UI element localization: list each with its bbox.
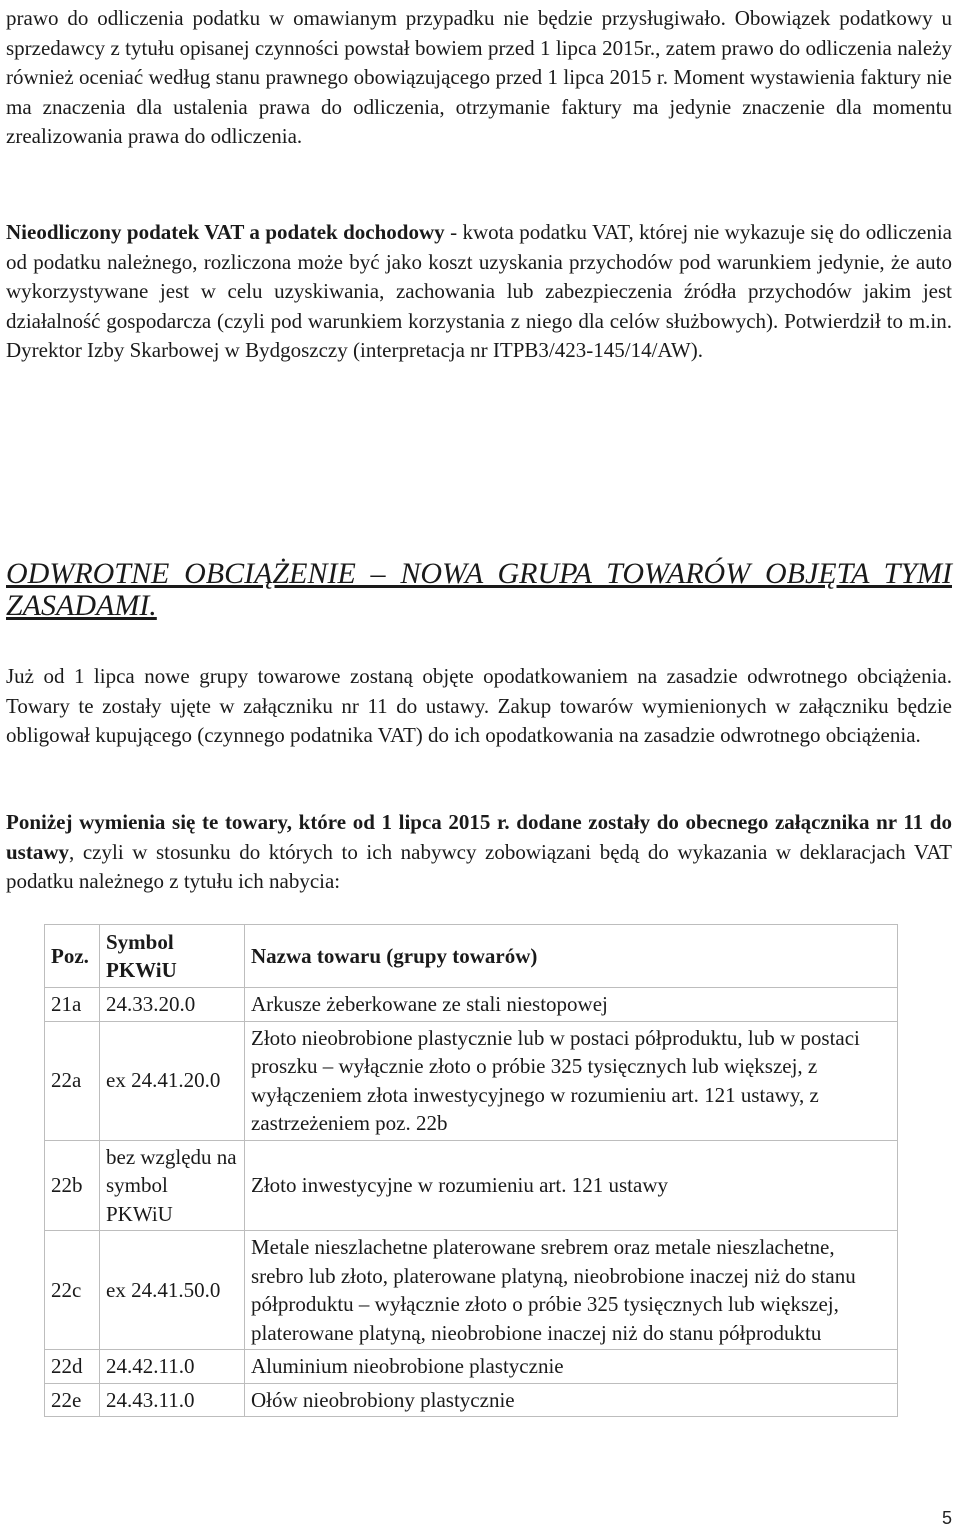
cell-name: Aluminium nieobrobione plastycznie: [245, 1350, 898, 1384]
table-row: [45, 1021, 898, 1140]
cell-name: Arkusze żeberkowane ze stali niestopowej: [245, 988, 898, 1022]
paragraph-lead-bold: Poniżej wymienia się te towary, które od 1 lipca 2015 r. dodane zostały do obecnego załącznika nr 11 do ustawy: [6, 810, 952, 864]
cell-poz: 21a: [45, 988, 100, 1022]
cell-symbol: ex 24.41.50.0: [100, 1231, 245, 1350]
section-heading: ODWROTNE OBCIĄŻENIE – NOWA GRUPA TOWARÓW OBJĘTA TYMI ZASADAMI.: [6, 557, 952, 622]
paragraph-reverse-charge: Już od 1 lipca nowe grupy towarowe zostaną objęte opodatkowaniem na zasadzie odwrotnego obciążenia. Towary te zostały ujęte w załączniku nr 11 do ustawy. Zakup towarów wymienionych w załączniku będzie obligował kupującego (czynnego podatnika VAT) do ich opodatkowania na zasadzie odwrotnego obciążenia.: [6, 664, 952, 747]
cell-poz: 22c: [45, 1231, 100, 1350]
table-row: [45, 1231, 898, 1350]
cell-name: Złoto nieobrobione plastycznie lub w postaci półproduktu, lub w postaci proszku – wyłącznie złoto o próbie 325 tysięcznych lub większej, z wyłączeniem złota inwestycyjnego w rozumieniu art. 121 ustawy, z zastrzeżeniem poz. 22b: [245, 1021, 898, 1140]
header-poz: Poz.: [45, 925, 100, 988]
header-symbol: Symbol PKWiU: [100, 925, 245, 988]
paragraph-body: - kwota podatku VAT, której nie wykazuje się do odliczenia od podatku należnego, rozliczona może być jako koszt uzyskania przychodów pod warunkiem jedynie, że auto wykorzystywane jest w celu uzyskiwania, zachowania lub zabezpieczenia źródła przychodów jakim jest działalność gospodarcza (czyli pod warunkiem korzystania z niego dla celów służbowych). Potwierdził to m.in. Dyrektor Izby Skarbowej w Bydgoszczy (interpretacja nr ITPB3/423-145/14/AW).: [6, 220, 953, 362]
paragraph-vat-income-tax: [6, 218, 952, 366]
cell-name: Ołów nieobrobiony plastycznie: [245, 1383, 898, 1417]
paragraph-body: , czyli w stosunku do których to ich nabywcy zobowiązani będą do wykazania w deklaracjach VAT podatku należnego z tytułu ich nabycia:: [6, 839, 952, 893]
cell-symbol: bez względu na symbol PKWiU: [100, 1140, 245, 1231]
cell-symbol: ex 24.41.20.0: [100, 1021, 245, 1140]
paragraph-goods-list-intro: [6, 808, 952, 897]
cell-poz: 22a: [45, 1021, 100, 1140]
cell-name: Metale nieszlachetne platerowane srebrem oraz metale nieszlachetne, srebro lub złoto, platerowane platyną, nieobrobione inaczej niż do stanu półproduktu – wyłącznie złoto o próbie 325 tysięcznych lub większej, platerowane platyną, nieobrobione inaczej niż do stanu półproduktu: [245, 1231, 898, 1350]
table-row: [45, 1383, 898, 1417]
cell-symbol: 24.43.11.0: [100, 1383, 245, 1417]
cell-symbol: 24.42.11.0: [100, 1350, 245, 1384]
cell-poz: 22d: [45, 1350, 100, 1384]
cell-poz: 22b: [45, 1140, 100, 1231]
table-header-row: [45, 925, 898, 988]
paragraph-lead-bold: Nieodliczony podatek VAT a podatek dochodowy: [6, 220, 445, 244]
table-row: [45, 1140, 898, 1231]
paragraph-deduction-right: prawo do odliczenia podatku w omawianym przypadku nie będzie przysługiwało. Obowiązek podatkowy u sprzedawcy z tytułu opisanej czynności powstał bowiem przed 1 lipca 2015r., zatem prawo do odliczenia należy również oceniać według stanu prawnego obowiązującego przed 1 lipca 2015 r. Moment wystawienia faktury nie ma znaczenia dla ustalenia prawa do odliczenia, otrzymanie faktury ma jedynie znaczenie dla momentu zrealizowania prawa do odliczenia.: [6, 6, 952, 148]
page-number: 5: [941, 1508, 952, 1528]
header-name: Nazwa towaru (grupy towarów): [245, 925, 898, 988]
table-row: [45, 988, 898, 1022]
cell-name: Złoto inwestycyjne w rozumieniu art. 121 ustawy: [245, 1140, 898, 1231]
cell-poz: 22e: [45, 1383, 100, 1417]
cell-symbol: 24.33.20.0: [100, 988, 245, 1022]
table-row: [45, 1350, 898, 1384]
goods-table: [44, 924, 898, 1417]
goods-table-wrapper: [44, 924, 898, 1417]
